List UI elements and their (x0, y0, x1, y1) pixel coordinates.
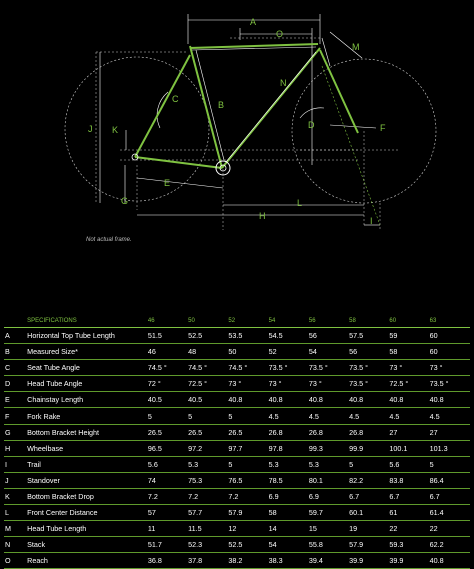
seat-stay (135, 55, 190, 157)
col-header: SPECIFICATIONS (27, 315, 148, 328)
row-value: 12 (228, 521, 268, 537)
col-header: 54 (269, 315, 309, 328)
row-value: 51.7 (148, 537, 188, 553)
row-key: B (4, 344, 27, 360)
row-key: D (4, 376, 27, 392)
row-value: 26.8 (269, 424, 309, 440)
row-value: 86.4 (430, 472, 470, 488)
row-value: 11.5 (188, 521, 228, 537)
table-row (4, 376, 470, 392)
row-value: 58 (269, 505, 309, 521)
row-value: 72 ° (148, 376, 188, 392)
row-value: 4.5 (269, 408, 309, 424)
label-c: C (172, 94, 179, 104)
table-row (4, 537, 470, 553)
row-value: 5 (188, 408, 228, 424)
row-value: 22 (389, 521, 429, 537)
row-value: 7.2 (148, 488, 188, 504)
row-label: Seat Tube Angle (27, 360, 148, 376)
row-value: 50 (228, 344, 268, 360)
label-a: A (250, 17, 257, 27)
row-key: N (4, 537, 27, 553)
row-value: 52 (269, 344, 309, 360)
table-row (4, 440, 470, 456)
table-row (4, 553, 470, 569)
row-value: 4.5 (309, 408, 349, 424)
row-key: K (4, 488, 27, 504)
row-value: 51.5 (148, 328, 188, 344)
row-value: 55.8 (309, 537, 349, 553)
row-value: 6.7 (389, 488, 429, 504)
row-value: 6.7 (349, 488, 389, 504)
row-value: 6.9 (309, 488, 349, 504)
table-row (4, 456, 470, 472)
row-value: 5 (228, 456, 268, 472)
row-value: 7.2 (228, 488, 268, 504)
table-row (4, 408, 470, 424)
label-m: M (352, 42, 360, 52)
col-header: 58 (349, 315, 389, 328)
row-key: J (4, 472, 27, 488)
frame-geometry-diagram (0, 0, 474, 250)
row-value: 97.8 (269, 440, 309, 456)
not-actual-frame-note: Not actual frame. (86, 237, 132, 243)
col-header: 46 (148, 315, 188, 328)
row-value: 40.8 (349, 392, 389, 408)
label-g: G (121, 196, 129, 206)
row-value: 82.2 (349, 472, 389, 488)
col-header: 52 (228, 315, 268, 328)
rear-wheel (65, 57, 209, 201)
row-label: Wheelbase (27, 440, 148, 456)
row-label: Measured Size* (27, 344, 148, 360)
row-value: 38.2 (228, 553, 268, 569)
row-value: 27 (430, 424, 470, 440)
table-row (4, 344, 470, 360)
row-value: 39.9 (389, 553, 429, 569)
row-value: 26.5 (148, 424, 188, 440)
row-value: 38.3 (269, 553, 309, 569)
row-value: 73.5 ° (430, 376, 470, 392)
row-value: 54 (309, 344, 349, 360)
row-value: 97.7 (228, 440, 268, 456)
row-value: 26.5 (228, 424, 268, 440)
label-o: O (276, 29, 284, 39)
row-key: H (4, 440, 27, 456)
row-label: Fork Rake (27, 408, 148, 424)
row-value: 52.3 (188, 537, 228, 553)
row-value: 60 (430, 344, 470, 360)
row-value: 97.2 (188, 440, 228, 456)
row-value: 7.2 (188, 488, 228, 504)
row-value: 40.8 (430, 392, 470, 408)
row-value: 40.8 (389, 392, 429, 408)
row-label: Stack (27, 537, 148, 553)
table-header-row (4, 315, 470, 328)
row-value: 54.5 (269, 328, 309, 344)
row-value: 5.3 (269, 456, 309, 472)
row-label: Head Tube Angle (27, 376, 148, 392)
col-header: 60 (389, 315, 429, 328)
label-i: I (370, 216, 373, 226)
row-value: 52.5 (228, 537, 268, 553)
row-value: 101.3 (430, 440, 470, 456)
row-value: 78.5 (269, 472, 309, 488)
row-value: 37.8 (188, 553, 228, 569)
col-header: 56 (309, 315, 349, 328)
row-value: 75.3 (188, 472, 228, 488)
label-b: B (218, 100, 225, 110)
label-e: E (164, 178, 171, 188)
row-value: 57.9 (349, 537, 389, 553)
row-label: Trail (27, 456, 148, 472)
row-value: 73 ° (430, 360, 470, 376)
row-value: 4.5 (389, 408, 429, 424)
row-value: 60 (430, 328, 470, 344)
row-value: 22 (430, 521, 470, 537)
row-label: Horizontal Top Tube Length (27, 328, 148, 344)
row-key: O (4, 553, 27, 569)
row-label: Front Center Distance (27, 505, 148, 521)
row-value: 39.9 (349, 553, 389, 569)
row-value: 5.6 (148, 456, 188, 472)
row-value: 57.7 (188, 505, 228, 521)
row-value: 54 (269, 537, 309, 553)
row-value: 62.2 (430, 537, 470, 553)
row-value: 5.3 (188, 456, 228, 472)
row-value: 73.5 ° (269, 360, 309, 376)
row-label: Standover (27, 472, 148, 488)
row-value: 5 (148, 408, 188, 424)
row-value: 57.5 (349, 328, 389, 344)
row-key: G (4, 424, 27, 440)
col-header: 50 (188, 315, 228, 328)
row-value: 15 (309, 521, 349, 537)
row-value: 40.8 (430, 553, 470, 569)
row-label: Chainstay Length (27, 392, 148, 408)
row-value: 40.5 (188, 392, 228, 408)
row-key: C (4, 360, 27, 376)
label-d: D (308, 120, 315, 130)
spec-table-body (4, 328, 470, 569)
row-value: 99.3 (309, 440, 349, 456)
row-value: 5 (349, 456, 389, 472)
row-key: A (4, 328, 27, 344)
row-value: 61 (389, 505, 429, 521)
table-row (4, 424, 470, 440)
row-value: 27 (389, 424, 429, 440)
row-label: Head Tube Length (27, 521, 148, 537)
label-l: L (297, 198, 303, 208)
row-value: 73 ° (389, 360, 429, 376)
row-value: 61.4 (430, 505, 470, 521)
table-row (4, 328, 470, 344)
row-label: Reach (27, 553, 148, 569)
row-value: 6.7 (430, 488, 470, 504)
row-value: 4.5 (349, 408, 389, 424)
row-value: 73 ° (309, 376, 349, 392)
row-value: 11 (148, 521, 188, 537)
row-value: 99.9 (349, 440, 389, 456)
table-row (4, 360, 470, 376)
row-value: 73.5 ° (349, 376, 389, 392)
row-value: 40.8 (309, 392, 349, 408)
row-value: 73.5 ° (349, 360, 389, 376)
row-value: 80.1 (309, 472, 349, 488)
row-label: Bottom Bracket Drop (27, 488, 148, 504)
row-value: 73.5 ° (309, 360, 349, 376)
row-value: 57.9 (228, 505, 268, 521)
table-row (4, 488, 470, 504)
row-value: 5.6 (389, 456, 429, 472)
row-value: 36.8 (148, 553, 188, 569)
label-h: H (259, 211, 266, 221)
row-value: 40.8 (228, 392, 268, 408)
row-value: 53.5 (228, 328, 268, 344)
row-value: 56 (309, 328, 349, 344)
row-value: 74.5 ° (148, 360, 188, 376)
row-key: L (4, 505, 27, 521)
row-value: 5.3 (309, 456, 349, 472)
row-value: 40.8 (269, 392, 309, 408)
row-value: 74.5 ° (188, 360, 228, 376)
table-row (4, 392, 470, 408)
chain-stay (135, 157, 222, 168)
row-value: 14 (269, 521, 309, 537)
row-value: 56 (349, 344, 389, 360)
row-value: 26.8 (349, 424, 389, 440)
row-value: 59.7 (309, 505, 349, 521)
row-value: 39.4 (309, 553, 349, 569)
row-value: 60.1 (349, 505, 389, 521)
row-value: 26.5 (188, 424, 228, 440)
label-f: F (380, 123, 386, 133)
row-value: 74.5 ° (228, 360, 268, 376)
geometry-spec-table (4, 315, 470, 569)
row-key: I (4, 456, 27, 472)
fork (320, 50, 358, 133)
table-row (4, 472, 470, 488)
row-value: 5 (228, 408, 268, 424)
row-value: 6.9 (269, 488, 309, 504)
row-key: E (4, 392, 27, 408)
row-key: M (4, 521, 27, 537)
row-value: 100.1 (389, 440, 429, 456)
row-key: F (4, 408, 27, 424)
row-value: 40.5 (148, 392, 188, 408)
row-value: 59 (389, 328, 429, 344)
row-value: 52.5 (188, 328, 228, 344)
row-value: 59.3 (389, 537, 429, 553)
row-value: 26.8 (309, 424, 349, 440)
row-value: 46 (148, 344, 188, 360)
table-row (4, 521, 470, 537)
row-value: 96.5 (148, 440, 188, 456)
table-row (4, 505, 470, 521)
label-k: K (112, 125, 119, 135)
row-value: 58 (389, 344, 429, 360)
label-n: N (280, 78, 287, 88)
row-value: 5 (430, 456, 470, 472)
row-value: 72.5 ° (188, 376, 228, 392)
row-label: Bottom Bracket Height (27, 424, 148, 440)
row-value: 76.5 (228, 472, 268, 488)
label-j: J (88, 124, 93, 134)
row-value: 48 (188, 344, 228, 360)
row-value: 19 (349, 521, 389, 537)
row-value: 73 ° (269, 376, 309, 392)
row-value: 4.5 (430, 408, 470, 424)
row-value: 83.8 (389, 472, 429, 488)
row-value: 72.5 ° (389, 376, 429, 392)
row-value: 74 (148, 472, 188, 488)
col-header: 63 (430, 315, 470, 328)
row-value: 73 ° (228, 376, 268, 392)
row-value: 57 (148, 505, 188, 521)
